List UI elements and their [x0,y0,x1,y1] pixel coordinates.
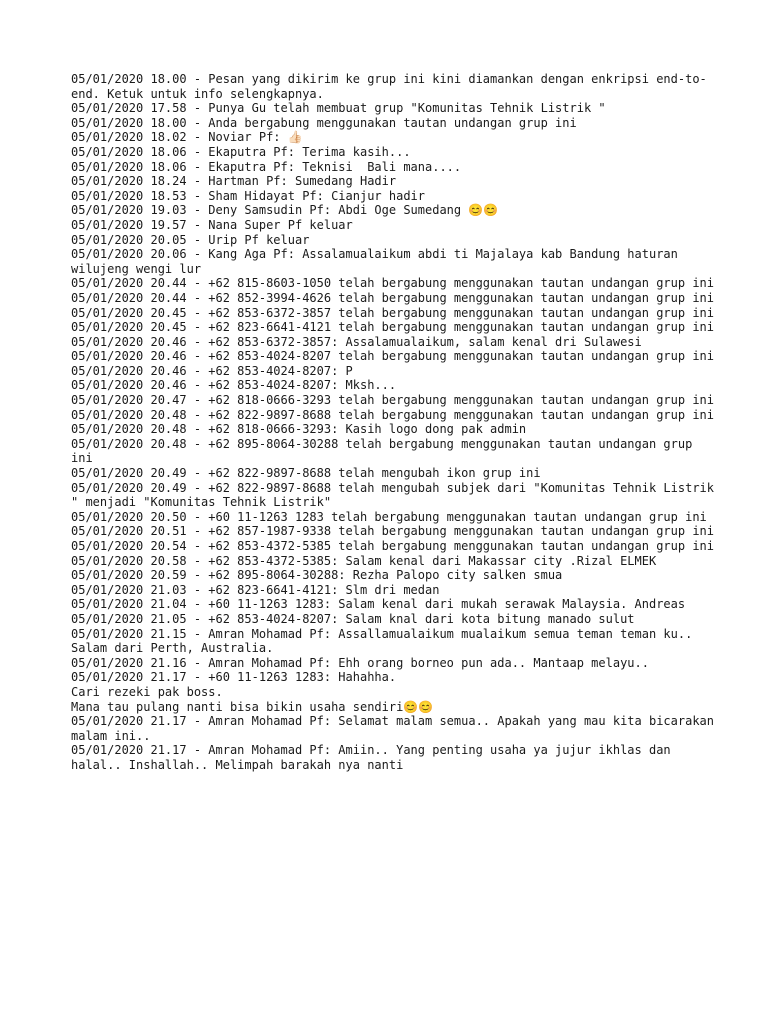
chat-line: 05/01/2020 20.46 - +62 853-6372-3857: Assalamualaikum, salam kenal dri Sulawesi [71,334,642,349]
chat-line: 05/01/2020 20.46 - +62 853-4024-8207 telah bergabung menggunakan tautan undangan grup ini [71,349,714,364]
chat-line: 05/01/2020 18.24 - Hartman Pf: Sumedang Hadir [71,174,397,189]
chat-line: 05/01/2020 20.54 - +62 853-4372-5385 telah bergabung menggunakan tautan undangan grup ini [71,539,714,553]
chat-line: 05/01/2020 20.44 - +62 852-3994-4626 telah bergabung menggunakan tautan undangan grup ini [71,290,714,305]
chat-line: 05/01/2020 21.15 - Amran Mohamad Pf: Assallamualaikum mualaikum semua teman teman ku.. Salam dari Perth, Australia. [71,626,700,656]
chat-line: 05/01/2020 20.48 - +62 818-0666-3293: Kasih logo dong pak admin [71,422,527,437]
chat-line: 05/01/2020 20.44 - +62 815-8603-1050 telah bergabung menggunakan tautan undangan grup ini [71,276,714,291]
chat-line: 05/01/2020 18.00 - Pesan yang dikirim ke grup ini kini diamankan dengan enkripsi end-to-end. Ketuk untuk info selengkapnya. [71,72,707,101]
chat-line: 05/01/2020 20.58 - +62 853-4372-5385: Salam kenal dari Makassar city .Rizal ELMEK [71,553,657,568]
chat-line: 05/01/2020 20.06 - Kang Aga Pf: Assalamualaikum abdi ti Majalaya kab Bandung haturan wilujeng wengi lur [71,247,686,276]
chat-line: 05/01/2020 21.04 - +60 11-1263 1283: Salam kenal dari mukah serawak Malaysia. Andreas [71,597,686,612]
chat-line: 05/01/2020 21.16 - Amran Mohamad Pf: Ehh orang borneo pun ada.. Mantaap melayu.. [71,655,649,670]
chat-line: 05/01/2020 20.48 - +62 895-8064-30288 telah bergabung menggunakan tautan undangan grup ini [71,436,700,466]
chat-line: 05/01/2020 18.02 - Noviar Pf: 👍🏻 [71,130,303,145]
chat-line: 05/01/2020 20.48 - +62 822-9897-8688 telah bergabung menggunakan tautan undangan grup ini [71,407,714,422]
chat-line: 05/01/2020 20.47 - +62 818-0666-3293 telah bergabung menggunakan tautan undangan grup ini [71,393,714,408]
chat-transcript [71,72,721,773]
chat-line: 05/01/2020 21.17 - +60 11-1263 1283: Hahahha. Cari rezeki pak boss. Mana tau pulang nanti bisa bikin usaha sendiri😊😊 [71,670,434,714]
chat-line: 05/01/2020 18.06 - Ekaputra Pf: Teknisi Bali mana.... [71,159,462,174]
chat-line: 05/01/2020 20.46 - +62 853-4024-8207: Mksh... [71,378,397,393]
chat-line: 05/01/2020 20.45 - +62 823-6641-4121 telah bergabung menggunakan tautan undangan grup ini [71,320,714,335]
chat-line: 05/01/2020 20.59 - +62 895-8064-30288: Rezha Palopo city salken smua [71,568,563,583]
chat-line: 05/01/2020 18.00 - Anda bergabung menggunakan tautan undangan grup ini [71,115,577,130]
chat-line: 05/01/2020 21.17 - Amran Mohamad Pf: Selamat malam semua.. Apakah yang mau kita bicarakan malam ini.. [71,714,722,743]
chat-line: 05/01/2020 21.17 - Amran Mohamad Pf: Amiin.. Yang penting usaha ya jujur ikhlas dan halal.. Inshallah.. Melimpah barakah nya nanti [71,743,678,772]
chat-line: 05/01/2020 20.49 - +62 822-9897-8688 telah mengubah subjek dari "Komunitas Tehnik Listrik " menjadi "Komunitas Tehnik Listrik" [71,480,722,510]
chat-line: 05/01/2020 20.51 - +62 857-1987-9338 telah bergabung menggunakan tautan undangan grup ini [71,524,714,539]
chat-line: 05/01/2020 17.58 - Punya Gu telah membuat grup "Komunitas Tehnik Listrik " [71,101,606,116]
chat-line: 05/01/2020 19.57 - Nana Super Pf keluar [71,217,353,232]
chat-line: 05/01/2020 18.06 - Ekaputra Pf: Terima kasih... [71,144,411,159]
chat-line: 05/01/2020 19.03 - Deny Samsudin Pf: Abdi Oge Sumedang 😊😊 [71,203,499,218]
chat-line: 05/01/2020 20.05 - Urip Pf keluar [71,232,310,247]
chat-line: 05/01/2020 18.53 - Sham Hidayat Pf: Cianjur hadir [71,188,426,203]
chat-line: 05/01/2020 20.45 - +62 853-6372-3857 telah bergabung menggunakan tautan undangan grup ini [71,305,714,320]
chat-line: 05/01/2020 20.50 - +60 11-1263 1283 telah bergabung menggunakan tautan undangan grup ini [71,509,707,524]
chat-line: 05/01/2020 20.46 - +62 853-4024-8207: P [71,363,353,378]
chat-line: 05/01/2020 21.05 - +62 853-4024-8207: Salam knal dari kota bitung manado sulut [71,611,635,626]
chat-line: 05/01/2020 21.03 - +62 823-6641-4121: Slm dri medan [71,582,440,597]
chat-line: 05/01/2020 20.49 - +62 822-9897-8688 telah mengubah ikon grup ini [71,466,541,481]
